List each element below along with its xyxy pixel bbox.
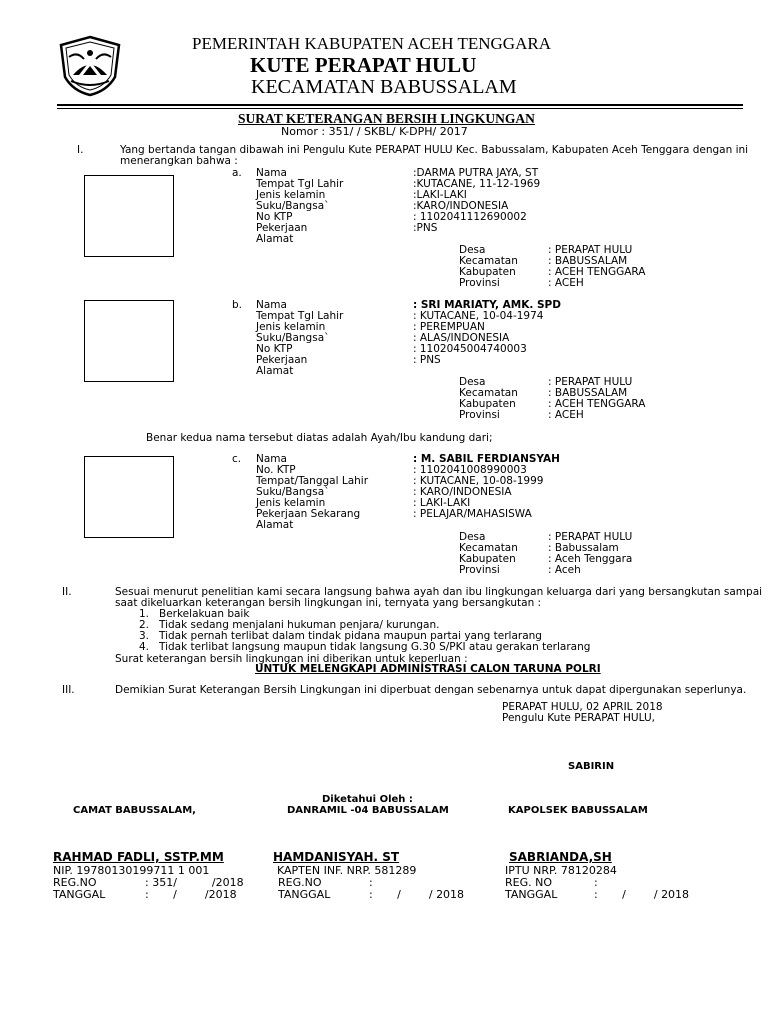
address-label: Kecamatan xyxy=(459,542,518,554)
detail-value: :KUTACANE, 11-12-1969 xyxy=(413,178,541,190)
official-1-reg-value: : 351/ /2018 xyxy=(145,876,244,889)
detail-value: : KUTACANE, 10-04-1974 xyxy=(413,310,544,322)
official-2-date-value: : / / 2018 xyxy=(369,888,465,901)
parents-note: Benar kedua nama tersebut diatas adalah Ayah/Ibu kandung dari; xyxy=(146,432,493,444)
official-2-date-label: TANGGAL xyxy=(278,888,331,901)
address-label: Kabupaten xyxy=(459,398,516,410)
detail-value: : LAKI-LAKI xyxy=(413,497,471,509)
conduct-item: Berkelakuan baik xyxy=(159,608,250,620)
address-value: : Babussalam xyxy=(548,542,619,554)
detail-value: : KARO/INDONESIA xyxy=(413,486,512,498)
address-value: : PERAPAT HULU xyxy=(548,244,633,256)
official-3-date-value: : / / 2018 xyxy=(594,888,690,901)
detail-value: : 1102041112690002 xyxy=(413,211,527,223)
detail-label: Jenis kelamin xyxy=(256,497,326,509)
address-label: Provinsi xyxy=(459,277,500,289)
official-2-name: HAMDANISYAH. ST xyxy=(273,850,400,864)
signature-name: SABIRIN xyxy=(568,761,615,772)
detail-label: Pekerjaan Sekarang xyxy=(256,508,361,520)
detail-value: : PNS xyxy=(413,354,441,366)
detail-value: :DARMA PUTRA JAYA, ST xyxy=(413,167,539,179)
detail-label: Alamat xyxy=(256,365,294,377)
detail-label: No. KTP xyxy=(256,464,296,476)
official-3-date-label: TANGGAL xyxy=(505,888,558,901)
signature-place-date: PERAPAT HULU, 02 APRIL 2018 xyxy=(502,701,663,713)
regency-emblem xyxy=(57,35,123,97)
purpose-intro: Surat keterangan bersih lingkungan ini diberikan untuk keperluan : xyxy=(115,653,468,665)
acknowledged-heading: Diketahui Oleh : xyxy=(322,794,413,805)
conduct-item-number: 1. xyxy=(139,608,150,620)
detail-label: Tempat Tgl Lahir xyxy=(256,178,344,190)
detail-label: Suku/Bangsa` xyxy=(256,200,330,212)
official-3-name: SABRIANDA,SH xyxy=(509,850,612,864)
person-b-letter: b. xyxy=(232,299,243,311)
section-1-intro-cont: menerangkan bahwa : xyxy=(120,155,238,167)
address-label: Kecamatan xyxy=(459,387,518,399)
header-rule-thick xyxy=(57,104,743,106)
detail-value: : 1102041008990003 xyxy=(413,464,527,476)
address-label: Kabupaten xyxy=(459,266,516,278)
conduct-item-number: 2. xyxy=(139,619,150,631)
detail-label: Jenis kelamin xyxy=(256,189,326,201)
section-3-text: Demikian Surat Keterangan Bersih Lingkungan ini diperbuat dengan sebenarnya untuk dapat dipergunakan seperlunya. xyxy=(115,684,747,696)
purpose: UNTUK MELENGKAPI ADMINISTRASI CALON TARUNA POLRI xyxy=(255,663,601,675)
section-2-text: Sesuai menurut penelitian kami secara langsung bahwa ayah dan ibu lingkungan keluarga dari yang bersangkutan sampai xyxy=(115,586,763,598)
official-2-id: KAPTEN INF. NRP. 581289 xyxy=(277,864,417,877)
detail-value: : KUTACANE, 10-08-1999 xyxy=(413,475,544,487)
person-a-letter: a. xyxy=(232,167,242,179)
address-value: : Aceh xyxy=(548,564,581,576)
detail-value: : ALAS/INDONESIA xyxy=(413,332,510,344)
header-village: KUTE PERAPAT HULU xyxy=(250,53,477,77)
detail-label: Nama xyxy=(256,167,287,179)
official-1-date-value: : / /2018 xyxy=(145,888,237,901)
detail-label: Nama xyxy=(256,299,287,311)
letter-number: Nomor : 351/ / SKBL/ K-DPH/ 2017 xyxy=(281,125,468,138)
section-3-numeral: III. xyxy=(62,684,75,696)
detail-label: Nama xyxy=(256,453,287,465)
header-rule-thin xyxy=(57,108,743,109)
photo-box-c xyxy=(84,456,174,538)
official-1-id: NIP. 19780130199711 1 001 xyxy=(53,864,210,877)
address-label: Desa xyxy=(459,376,486,388)
address-value: : ACEH xyxy=(548,409,584,421)
signature-role: Pengulu Kute PERAPAT HULU, xyxy=(502,712,655,724)
photo-box-a xyxy=(84,175,174,257)
letter-title: SURAT KETERANGAN BERSIH LINGKUNGAN xyxy=(238,111,535,126)
conduct-item: Tidak sedang menjalani hukuman penjara/ kurungan. xyxy=(159,619,440,631)
detail-label: Alamat xyxy=(256,519,294,531)
official-2-reg-value: : xyxy=(369,876,373,889)
detail-label: Jenis kelamin xyxy=(256,321,326,333)
section-1-intro: Yang bertanda tangan dibawah ini Pengulu Kute PERAPAT HULU Kec. Babussalam, Kabupaten Aceh Tenggara dengan ini xyxy=(120,144,749,156)
detail-value: :KARO/INDONESIA xyxy=(413,200,509,212)
address-label: Provinsi xyxy=(459,409,500,421)
detail-value: : 1102045004740003 xyxy=(413,343,527,355)
detail-label: No KTP xyxy=(256,211,293,223)
detail-label: Suku/Bangsa` xyxy=(256,486,330,498)
detail-value: : M. SABIL FERDIANSYAH xyxy=(413,453,560,465)
address-label: Kabupaten xyxy=(459,553,516,565)
detail-label: Pekerjaan xyxy=(256,354,308,366)
header-district: KECAMATAN BABUSSALAM xyxy=(251,76,517,98)
detail-value: :PNS xyxy=(413,222,438,234)
detail-value: :LAKI-LAKI xyxy=(413,189,467,201)
conduct-item: Tidak terlibat langsung maupun tidak langsung G.30 S/PKI atau gerakan terlarang xyxy=(159,641,591,653)
address-label: Desa xyxy=(459,531,486,543)
conduct-item-number: 4. xyxy=(139,641,150,653)
section-1-numeral: I. xyxy=(77,144,84,156)
detail-label: Suku/Bangsa` xyxy=(256,332,330,344)
address-value: : ACEH TENGGARA xyxy=(548,398,646,410)
official-3-reg-label: REG. NO xyxy=(505,876,552,889)
section-2-text-cont: saat dikeluarkan keterangan bersih lingkungan ini, ternyata yang bersangkutan : xyxy=(115,597,542,609)
address-label: Kecamatan xyxy=(459,255,518,267)
detail-value: : PELAJAR/MAHASISWA xyxy=(413,508,532,520)
official-2-reg-label: REG.NO xyxy=(278,876,322,889)
address-label: Provinsi xyxy=(459,564,500,576)
official-3-reg-value: : xyxy=(594,876,598,889)
address-value: : PERAPAT HULU xyxy=(548,531,633,543)
address-value: : ACEH xyxy=(548,277,584,289)
official-3-title: KAPOLSEK BABUSSALAM xyxy=(508,805,648,816)
conduct-item: Tidak pernah terlibat dalam tindak pidana maupun partai yang terlarang xyxy=(159,630,542,642)
address-value: : PERAPAT HULU xyxy=(548,376,633,388)
detail-label: Tempat Tgl Lahir xyxy=(256,310,344,322)
official-3-id: IPTU NRP. 78120284 xyxy=(505,864,617,877)
detail-label: Tempat/Tanggal Lahir xyxy=(256,475,369,487)
photo-box-b xyxy=(84,300,174,382)
official-1-title: CAMAT BABUSSALAM, xyxy=(73,805,196,816)
detail-value: : SRI MARIATY, AMK. SPD xyxy=(413,299,561,311)
address-value: : Aceh Tenggara xyxy=(548,553,633,565)
address-value: : ACEH TENGGARA xyxy=(548,266,646,278)
detail-label: Alamat xyxy=(256,233,294,245)
address-value: : BABUSSALAM xyxy=(548,255,628,267)
conduct-item-number: 3. xyxy=(139,630,150,642)
detail-label: Pekerjaan xyxy=(256,222,308,234)
person-c-letter: c. xyxy=(232,453,242,465)
detail-label: No KTP xyxy=(256,343,293,355)
address-label: Desa xyxy=(459,244,486,256)
official-2-title: DANRAMIL -04 BABUSSALAM xyxy=(287,805,449,816)
header-government: PEMERINTAH KABUPATEN ACEH TENGGARA xyxy=(192,34,551,53)
official-1-reg-label: REG.NO xyxy=(53,876,97,889)
detail-value: : PEREMPUAN xyxy=(413,321,485,333)
official-1-date-label: TANGGAL xyxy=(53,888,106,901)
official-1-name: RAHMAD FADLI, SSTP.MM xyxy=(53,850,224,864)
address-value: : BABUSSALAM xyxy=(548,387,628,399)
section-2-numeral: II. xyxy=(62,586,72,598)
